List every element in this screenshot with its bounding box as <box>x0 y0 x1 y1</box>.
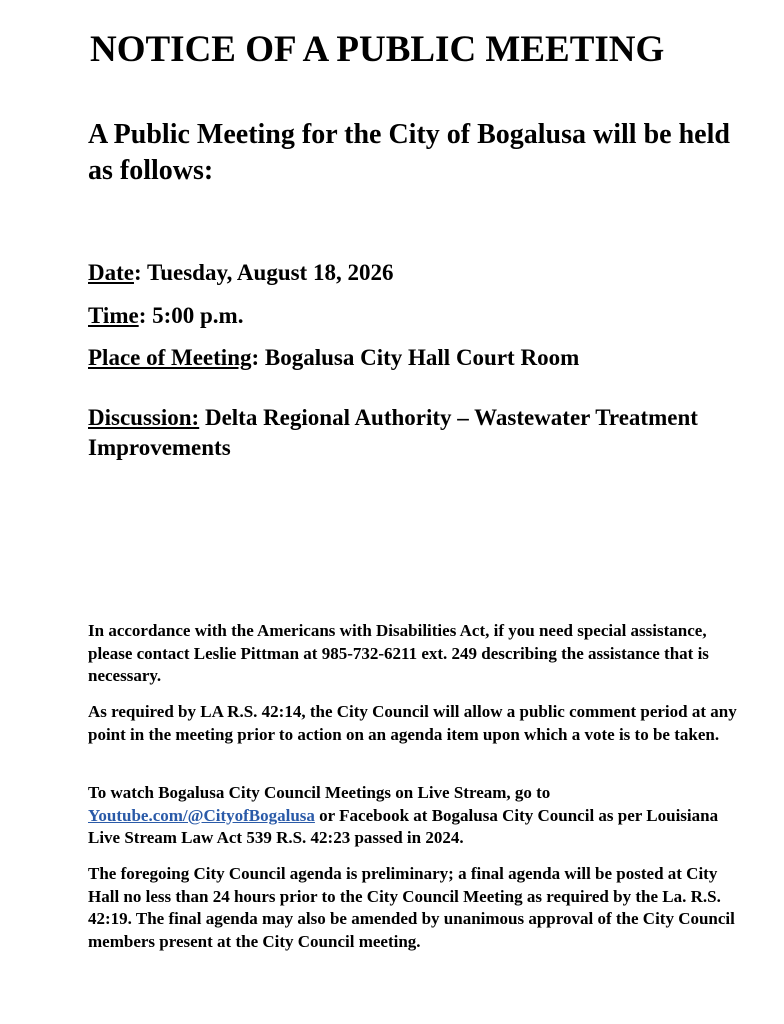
place-label: Place of Meeting <box>88 345 252 370</box>
agenda-paragraph: The foregoing City Council agenda is preliminary; a final agenda will be posted at City Hall no less than 24 hours prior to the City Council Meeting as required by the La. R.S. 42:19. The final agenda may also be amended by unanimous approval of the City Council members present at the City Council meeting. <box>88 864 735 951</box>
meeting-date <box>88 258 393 288</box>
meeting-discussion <box>88 403 708 463</box>
date-value: : Tuesday, August 18, 2026 <box>133 260 394 285</box>
live-stream-text-after: or Facebook at Bogalusa City Council as per Louisiana Live Stream Law Act 539 R.S. 42:23 passed in 2024. <box>88 805 719 847</box>
live-stream-paragraph <box>88 782 738 850</box>
time-value: : 5:00 p.m. <box>138 303 244 328</box>
intro-text: A Public Meeting for the City of Bogalusa will be held as follows: <box>88 119 730 186</box>
date-label: Date <box>88 260 134 285</box>
discussion-value: Delta Regional Authority – Wastewater Treatment Improvements <box>88 405 698 460</box>
live-stream-text-before: To watch Bogalusa City Council Meetings on Live Stream, go to <box>88 783 551 802</box>
meeting-time <box>88 301 243 331</box>
meeting-place <box>88 343 579 373</box>
notice-title: NOTICE OF A PUBLIC MEETING <box>90 29 665 70</box>
public-comment-paragraph: As required by LA R.S. 42:14, the City Council will allow a public comment period at any point in the meeting prior to action on an agenda item upon which a vote is to be taken. <box>88 702 737 744</box>
discussion-label: Discussion: <box>88 405 200 430</box>
place-value: : Bogalusa City Hall Court Room <box>251 345 580 370</box>
youtube-link[interactable]: Youtube.com/@CityofBogalusa <box>88 805 315 825</box>
time-label: Time <box>88 303 139 328</box>
ada-paragraph: In accordance with the Americans with Disabilities Act, if you need special assistance, please contact Leslie Pittman at 985-732-6211 ext. 249 describing the assistance that is necessary. <box>88 621 709 685</box>
